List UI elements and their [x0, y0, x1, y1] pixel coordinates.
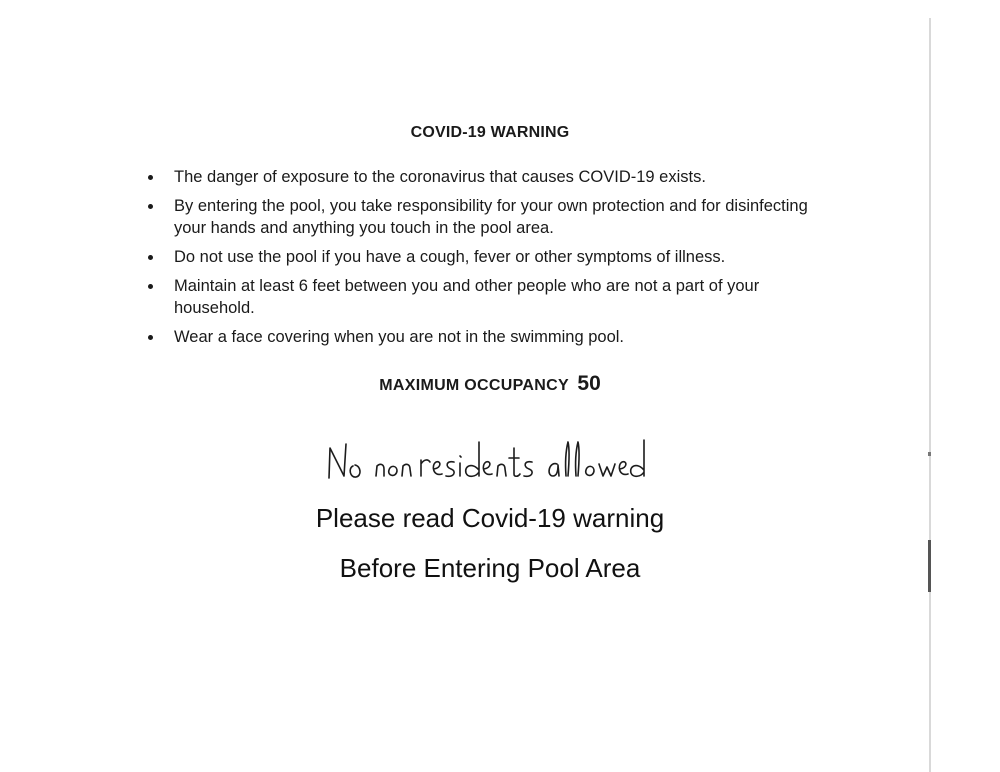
bullet-icon: [148, 255, 153, 260]
bullet-item: [146, 246, 826, 268]
bullet-item: [146, 166, 826, 188]
bullet-icon: [148, 204, 153, 209]
bullet-text: The danger of exposure to the coronavirus that causes COVID-19 exists.: [174, 168, 706, 186]
bullet-icon: [148, 284, 153, 289]
bullet-text: By entering the pool, you take responsibility for your own protection and for disinfecting your hands and anything you touch in the pool area.: [174, 197, 808, 237]
bullet-icon: [148, 175, 153, 180]
maximum-occupancy: [0, 372, 980, 396]
bullet-item: [146, 326, 826, 348]
bullet-text: Do not use the pool if you have a cough, fever or other symptoms of illness.: [174, 248, 726, 266]
bullet-item: [146, 195, 826, 239]
bullet-text: Wear a face covering when you are not in the swimming pool.: [174, 328, 625, 346]
occupancy-value: 50: [577, 372, 601, 395]
instruction-line-1: Please read Covid-19 warning: [315, 503, 665, 533]
warning-title: COVID-19 WARNING: [410, 124, 570, 141]
page-edge-mark: [928, 452, 931, 456]
occupancy-label: MAXIMUM OCCUPANCY: [379, 377, 569, 394]
bullet-item: [146, 275, 826, 319]
bullet-icon: [148, 335, 153, 340]
bullet-text: Maintain at least 6 feet between you and other people who are not a part of your household.: [174, 277, 760, 317]
instruction-line-2: Before Entering Pool Area: [339, 553, 641, 583]
warning-bullet-list: [146, 166, 826, 355]
handwritten-note: [320, 432, 680, 492]
